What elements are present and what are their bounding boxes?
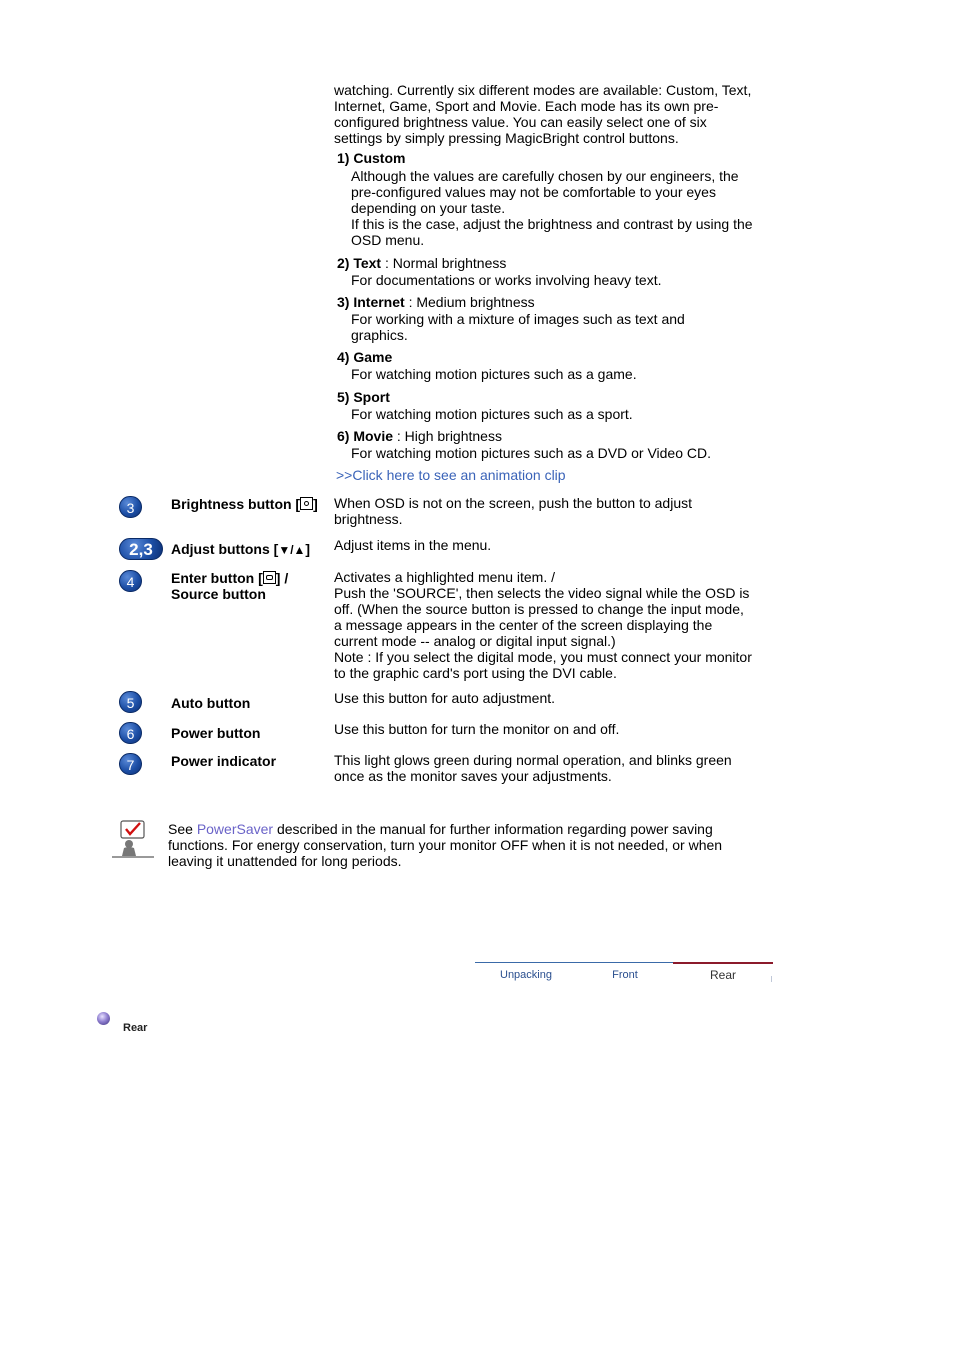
mode-suffix: : Normal brightness <box>381 255 507 271</box>
brightness-button-label: Brightness button [ ] <box>171 496 318 512</box>
mode-game <box>337 349 757 382</box>
mode-text <box>337 255 757 288</box>
arrows-icon: ▼/▲ <box>278 543 306 557</box>
mode-title: 5) Sport <box>337 389 390 405</box>
mode-suffix: : High brightness <box>393 428 502 444</box>
brightness-button-desc: When OSD is not on the screen, push the button to adjust brightness. <box>334 495 692 527</box>
mode-desc: For documentations or works involving heavy text. <box>351 272 662 288</box>
powersaver-link[interactable]: PowerSaver <box>196 821 274 837</box>
mode-title: 3) Internet <box>337 294 405 310</box>
mode-movie <box>337 428 757 461</box>
mode-desc: For working with a mixture of images such as text and graphics. <box>351 311 685 343</box>
mode-desc: If this is the case, adjust the brightness and contrast by using the OSD menu. <box>351 216 753 248</box>
power-indicator-desc: This light glows green during normal operation, and blinks green once as the monitor saves your adjustments. <box>334 752 732 784</box>
auto-button-desc: Use this button for auto adjustment. <box>334 690 556 706</box>
mode-desc: For watching motion pictures such as a DVD or Video CD. <box>351 445 712 461</box>
mode-desc: Although the values are carefully chosen by our engineers, the pre-configured values may not be comfortable to your eyes depending on your taste. <box>351 168 739 216</box>
badge-7: 7 <box>119 753 142 775</box>
bullet-icon <box>97 1012 110 1025</box>
power-button-desc: Use this button for turn the monitor on and off. <box>334 721 620 737</box>
mode-title: 4) Game <box>337 349 393 365</box>
note-icon <box>112 820 154 858</box>
tab-unpacking[interactable]: Unpacking <box>500 969 552 981</box>
badge-3: 3 <box>119 496 142 518</box>
intro-paragraph: watching. Currently six different modes are available: Custom, Text, Internet, Game, Sport and Movie. Each mode has its own pre-configured brightness value. You can easily select one of six settings by simply pressing MagicBright control buttons. <box>334 82 752 146</box>
enter-button-desc: Activates a highlighted menu item. / Push the 'SOURCE', then selects the video signal while the OSD is off. (When the source button is pressed to change the input mode, a message appears in the center of the screen displaying the current mode -- analog or digital input signal.) Note : If you select the digital mode, you must connect your monitor to the graphic card's port using the DVI cable. <box>334 569 752 681</box>
mode-desc: For watching motion pictures such as a sport. <box>351 406 633 422</box>
enter-icon <box>263 571 276 584</box>
badge-6: 6 <box>119 722 142 744</box>
enter-button-label: Enter button [ ] / Source button <box>171 570 289 602</box>
section-tab-bar <box>475 962 773 984</box>
mode-custom <box>337 150 757 248</box>
tab-divider <box>771 976 772 982</box>
sun-icon <box>300 497 313 510</box>
auto-button-label: Auto button <box>171 695 251 711</box>
adjust-buttons-label: Adjust buttons [▼/▲] <box>171 541 311 557</box>
mode-title: 1) Custom <box>337 150 406 166</box>
power-button-label: Power button <box>171 725 261 741</box>
note-text: See PowerSaver described in the manual for further information regarding power saving functions. For energy conservation, turn your monitor OFF when it is not needed, or when leaving it unattended for long periods. <box>168 821 723 869</box>
mode-desc: For watching motion pictures such as a game. <box>351 366 637 382</box>
animation-clip-link[interactable]: >>Click here to see an animation clip <box>336 467 566 483</box>
mode-suffix: : Medium brightness <box>404 294 535 310</box>
badge-4: 4 <box>119 570 142 592</box>
tab-rear[interactable]: Rear <box>709 968 736 982</box>
mode-internet <box>337 294 757 343</box>
mode-title: 6) Movie <box>337 428 394 444</box>
badge-2-3: 2,3 <box>119 538 163 560</box>
badge-5: 5 <box>119 691 142 713</box>
power-indicator-label: Power indicator <box>171 753 277 769</box>
adjust-buttons-desc: Adjust items in the menu. <box>334 537 492 553</box>
mode-sport <box>337 389 757 422</box>
mode-title: 2) Text <box>337 255 382 271</box>
tab-front[interactable]: Front <box>612 969 638 981</box>
section-label: Rear <box>123 1022 148 1034</box>
